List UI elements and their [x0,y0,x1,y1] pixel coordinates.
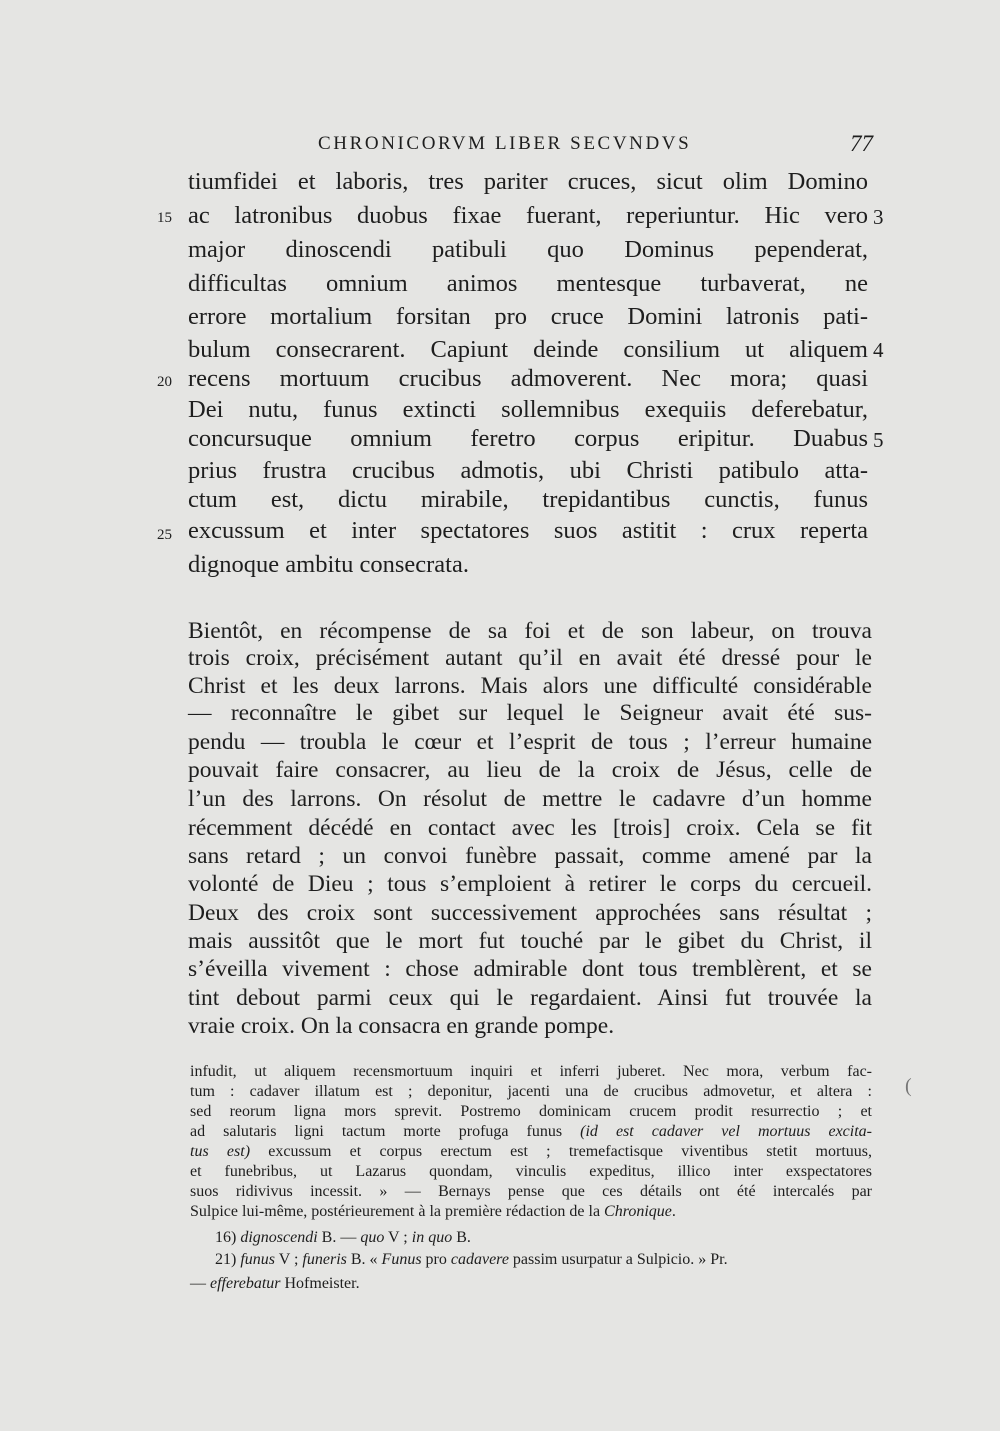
latin-line: difficultas omnium animos mentesque turbaverat, ne [188,270,868,297]
note-text: B. « [346,1251,382,1268]
note-italic: dignoscendi [240,1229,318,1246]
note-line: tum : cadaver illatum est ; deponitur, jacenti una de crucibus admovetur, et altera : [190,1083,872,1100]
note-italic: (id est cadaver vel mortuus excita- [580,1123,872,1140]
french-line: Deux des croix sont successivement approchées sans résultat ; [188,900,872,926]
french-line: mais aussitôt que le mort fut touché par le gibet du Christ, il [188,928,872,954]
french-line: tint debout parmi ceux qui le regardaient. Ainsi fut trouvée la [188,985,872,1011]
note-line: suos ridivivus incessit. » — Bernays pense que ces détails ont été intercalés par [190,1183,872,1200]
french-line: s’éveilla vivement : chose admirable dont tous tremblèrent, et se [188,956,872,982]
latin-line: excussum et inter spectatores suos astitit : crux reperta [188,517,868,544]
note-italic: funus [240,1251,275,1268]
latin-line: recens mortuum crucibus admoverent. Nec mora; quasi [188,365,868,392]
page-header [318,131,873,161]
note-italic: tus est) [190,1143,251,1160]
latin-line: ac latronibus duobus fixae fuerant, reperiuntur. Hic vero [188,202,868,229]
note-line: et funebribus, ut Lazarus quondam, vinculis expeditus, illico inter exspectatores [190,1163,872,1180]
latin-line: prius frustra crucibus admotis, ubi Christi patibulo atta- [188,457,868,484]
line-number: 20 [157,374,172,390]
french-line: l’un des larrons. On résolut de mettre le cadavre d’un homme [188,786,872,812]
note-text: Sulpice lui-même, postérieurement à la première rédaction de la [190,1203,605,1220]
french-line: sans retard ; un convoi funèbre passait, comme amené par la [188,843,872,869]
note-text: — [190,1275,210,1292]
note-italic: Funus [381,1251,422,1268]
note-text: V ; [275,1251,303,1268]
margin-mark: ( [905,1075,912,1097]
note-text: excussum et corpus erectum est ; tremefactisque viventibus stetit mortuus, [250,1143,872,1160]
note-text: B. [452,1229,471,1246]
line-number: 15 [157,210,172,226]
note-italic: efferebatur [210,1275,281,1292]
variant-number: 16) [215,1229,237,1246]
chapter-number: 4 [873,338,884,362]
note-text: . [671,1203,676,1220]
note-italic: in quo [411,1229,453,1246]
note-line: infudit, ut aliquem recensmortuum inquiri et inferri juberet. Nec mora, verbum fac- [190,1063,872,1080]
french-line: pendu — troubla le cœur et l’esprit de tous ; l’erreur humaine [188,729,872,755]
french-line: volonté de Dieu ; tous s’emploient à retirer le corps du cercueil. [188,871,872,897]
variant-note-21 [215,1251,872,1269]
note-text: B. — [317,1229,361,1246]
chapter-number: 3 [873,205,884,229]
variant-number: 21) [215,1251,237,1268]
latin-line: dignoque ambitu consecrata. [188,551,469,578]
latin-line: tiumfidei et laboris, tres pariter cruces, sicut olim Domino [188,168,868,195]
note-italic: quo [360,1229,385,1246]
note-text: ad salutaris ligni tactum morte profuga funus [190,1123,581,1140]
french-line: vraie croix. On la consacra en grande pompe. [188,1013,615,1039]
note-text: Hofmeister. [280,1275,360,1292]
latin-line: concursuque omnium feretro corpus eripitur. Duabus [188,425,868,452]
french-line: Christ et les deux larrons. Mais alors une difficulté considérable [188,673,872,699]
note-line: sed reorum ligna mors sprevit. Postremo dominicam crucem prodit resurrectio ; et [190,1103,872,1120]
french-line: récemment décédé en contact avec les [trois] croix. Cela se fit [188,815,872,841]
running-title: CHRONICORVM LIBER SECVNDVS [318,133,692,154]
latin-line: bulum consecrarent. Capiunt deinde consilium ut aliquem [188,336,868,363]
note-text: passim usurpatur a Sulpicio. » Pr. [508,1251,728,1268]
page-number: 77 [850,131,873,156]
latin-line: errore mortalium forsitan pro cruce Domini latronis pati- [188,303,868,330]
french-line: trois croix, précisément autant qu’il en avait été dressé pour le [188,645,872,671]
note-italic: cadavere [450,1251,509,1268]
note-italic: funeris [302,1251,347,1268]
line-number: 25 [157,527,172,543]
french-line: pouvait faire consacrer, au lieu de la croix de Jésus, celle de [188,757,872,783]
chapter-number: 5 [873,428,884,452]
note-line [190,1123,872,1141]
variant-note-21-cont [190,1275,872,1293]
french-line: Bientôt, en récompense de sa foi et de son labeur, on trouva [188,618,872,644]
note-line [190,1203,872,1221]
latin-line: Dei nutu, funus extincti sollemnibus exequiis deferebatur, [188,396,868,423]
note-italic: Chronique [604,1203,672,1220]
latin-line: major dinoscendi patibuli quo Dominus pependerat, [188,236,868,263]
latin-line: ctum est, dictu mirabile, trepidantibus cunctis, funus [188,486,868,513]
variant-note-16 [215,1229,872,1247]
note-text: V ; [384,1229,412,1246]
note-text: pro [421,1251,451,1268]
note-line [190,1143,872,1161]
french-line: — reconnaître le gibet sur lequel le Seigneur avait été sus- [188,700,872,726]
